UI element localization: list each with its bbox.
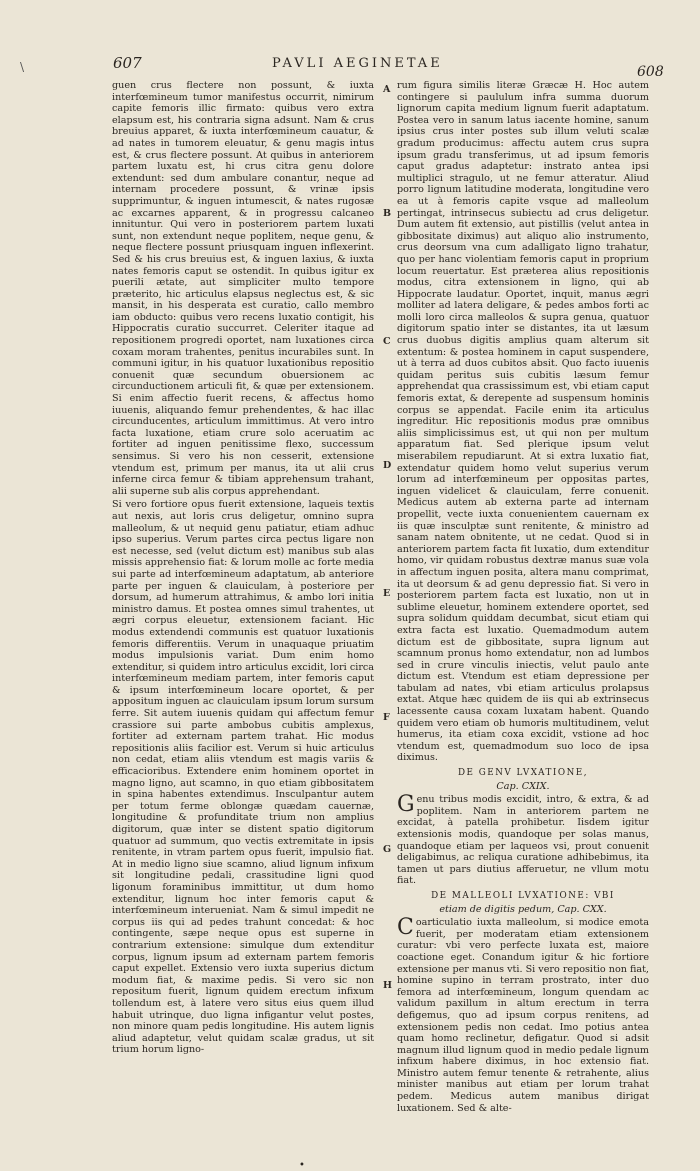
- section-letter-c: C: [383, 336, 391, 347]
- right-column: [397, 80, 649, 1116]
- running-title: PAVLI AEGINETAE: [272, 56, 443, 71]
- left-column: [112, 80, 374, 1058]
- chapter-text: [397, 794, 649, 887]
- chapter-heading: DE GENV LVXATIONE,: [457, 768, 588, 779]
- drop-cap: C: [397, 915, 414, 941]
- section-letter-h: H: [383, 980, 392, 991]
- chapter-number: Cap. CXIX.: [496, 780, 550, 792]
- page-number-left: 607: [113, 54, 142, 72]
- footer-mark: •: [299, 1160, 305, 1171]
- chapter-body: oarticulatio iuxta malleolum, si modice emota fuerit, per moderatam etiam extensionem curatur: vbi vero perfecte luxata est, maiore coactione eget. Conandum igitur & hic fortiore extensione per manus vti. Si vero repositio non fiat, homine supino in terram prostrato, inter duo femora ad interfœmineum, longum quendam ac validum paxillum in altum erectum in terra defigemus, quo ad ipsum corpus renitens, ad extensionem pedis non cedat. Imo potius antea quam homo reclinetur, defigatur. Quod si adsit magnum illud lignum quod in medio pedale lignum infixum habere diximus, in hoc extensio fiat. Ministro autem femur tenente & retrahente, alius minister manibus aut etiam per lorum trahat pedem. Medicus autem manibus dirigat luxationem. Sed & alte-: [397, 917, 649, 1114]
- section-letter-d: D: [383, 460, 392, 471]
- section-letter-g: G: [383, 844, 392, 855]
- paragraph: guen crus flectere non possunt, & iuxta interfœmineum tumor manifestus occurrit, nimirum capite femoris illic firmato: quibus vero extra elapsum est, his contraria signa adsunt. Nam & crus breuius apparet, & iuxta interfœmineum cauatur, & ad nates in tumorem eleuatur, & genu magis intus est, & crus flectere possunt. At quibus in anteriorem partem luxatu est, hi crus citra genu dolore extendunt: sed dum ambulare conantur, neque ad internam procedere possunt, & vrinæ ipsis supprimuntur, & inguen intumescit, & nates rugosæ ac excarnes apparent, & in progressu calcaneo innituntur. Qui vero in posteriorem partem luxati sunt, non extendunt neque poplitem, neque genu, & neque flectere possunt priusquam inguen inflexerint. Sed & his crus breuius est, & inguen laxius, & iuxta nates femoris caput se ostendit. In quibus igitur ex puerili ætate, aut simpliciter multo tempore præterito, hic articulus elapsus neglectus est, & sic mansit, in his desperata est curatio, callo membro iam obducto: quibus vero recens luxatio contigit, his Hippocratis curatio succurret. Celeriter itaque ad repositionem progredi oportet, nam luxationes circa coxam moram trahentes, penitus incurabiles sunt. In communi igitur, in his quatuor luxationibus repositio conuenit quæ secundum obuersionem ac circunductionem articuli fit, & quæ per extensionem. Si enim affectio fuerit recens, & affectus homo iuuenis, aliquando femur prehendentes, & hac illac circunducentes, articulum immittimus. At vero intro facta luxatione, etiam crure solo aceruatim ac fortiter ad inguen penitissime flexo, successum sensimus. Si vero his non cesserit, extensione vtendum est, primum per manus, ita ut alii crus inferne circa femur & tibiam apprehensum trahant, alii superne sub alis corpus apprehendant.: [112, 80, 374, 497]
- chapter-subheading: etiam de digitis pedum, Cap. CXX.: [439, 903, 607, 915]
- page-header: [0, 52, 700, 78]
- section-letters: [383, 80, 395, 1080]
- chapter-body: enu tribus modis excidit, intro, & extra, & ad poplitem. Nam in anteriorem partem ne excidat, à patella prohibetur. Iisdem igitur extensionis modis, quandoque per solas manus, quandoque etiam per laqueos vsi, prout conuenit deligabimus, ac reliqua curatione adhibebimus, ita tamen ut pars diutius afferuetur, ne vllum motu fiat.: [397, 794, 649, 887]
- drop-cap: G: [397, 792, 415, 818]
- paragraph: rum figura similis literæ Græcæ H. Hoc autem contingere si paululum infra summa duorum lignorum capita medium lignum fuerit adaptatum. Postea vero in sanum latus iacente homine, sanum ipsius crus inter postes sub illum veluti scalæ gradum producimus: affectu autem crus supra ipsum gradu transferimus, ut ad ipsum femoris caput gradus adaptetur: instrato antea ipsi multiplici stragulo, ut ne femur atteratur. Aliud porro lignum latitudine moderata, longitudine vero ea ut à femoris capite vsque ad malleolum pertingat, intrinsecus subiectu ad crus deligetur. Dum autem fit extensio, aut pistillis (velut antea in gibbositate diximus) aut aliquo alio instrumento, crus deorsum vna cum adalligato ligno trahatur, quo per hanc violentiam femoris caput in proprium locum reuertatur. Est præterea alius repositionis modus, citra extensionem in ligno, qui ab Hippocrate laudatur. Oportet, inquit, manus ægri molliter ad latera deligare, & pedes ambos forti ac molli loro circa malleolos & supra genua, quatuor digitorum spatio inter se distantes, ita ut læsum crus duobus digitis amplius quam alterum sit extentum: & postea hominem in caput suspendere, ut à terra ad duos cubitos absit. Quo facto iuuenis quidam peritus suis cubitis læsum femur apprehendat qua crassissimum est, vbi etiam caput femoris extat, & derepente ad suspensum hominis corpus se appendat. Facile enim ita articulus ingreditur. Hic repositionis modus præ omnibus aliis simplicissimus est, ut qui non per multum apparatum fiat. Sed plerique ipsum velut miserabilem repudiarunt. At si extra luxatio fiat, extendatur quidem homo velut superius verum lorum ad interfœmineum per oppositas partes, inguen videlicet & clauiculam, ferre conuenit. Medicus autem ab externa parte ad internam propellit, vecte iuxta conuenientem cauernam ex iis quæ insculptæ sunt renitente, & ministro ad sanam natem obnitente, ut ne cedat. Quod si in anteriorem partem facta fit luxatio, dum extenditur homo, vir quidam robustus dextræ manus suæ vola in affectum inguen posita, altera manu comprimat, ita ut deorsum & ad genu depressio fiat. Si vero in posteriorem partem facta est luxatio, non ut in sublime eleuetur, hominem extendere oportet, sed supra solidum quiddam decumbat, sicut etiam qui extra facta est luxatio. Quemadmodum autem dictum est de gibbositate, supra lignum aut scamnum pronus homo extendatur, non ad lumbos sed in crure vinculis iniectis, velut paulo ante dictum est. Vtendum est etiam depressione per tabulam ad nates, vbi etiam articulus prolapsus extat. Atque hæc quidem de iis qui ab extrinsecus lacessente causa coxam luxatam habent. Quando quidem vero etiam ob humoris multitudinem, velut humerus, ita etiam coxa excidit, vstione ad hoc vtendum est, quemadmodum suo loco de ipsa diximus.: [397, 80, 649, 764]
- chapter-heading: DE MALLEOLI LVXATIONE: VBI: [431, 890, 615, 901]
- page-number-right: 608: [637, 64, 664, 80]
- corner-mark: \: [20, 60, 25, 74]
- section-letter-e: E: [383, 588, 391, 599]
- chapter-text: [397, 917, 649, 1114]
- section-letter-f: F: [383, 712, 390, 723]
- paragraph: Si vero fortiore opus fuerit extensione, laqueis textis aut nexis, aut loris crus deligetur, omnino supra malleolum, & ut nequid genu patiatur, etiam adhuc ipso superius. Verum partes circa pectus ligare non est necesse, sed (velut dictum est) manibus sub alas missis apprehensio fiat: & lorum molle ac forte media sui parte ad interfœmineum adaptatum, ab anteriore parte per inguen & clauiculam, à posteriore per dorsum, ad humerum attrahimus, & ambo lori initia ministro damus. Et postea omnes simul trahentes, ut ægri corpus eleuetur, extensionem faciant. Hic modus extendendi communis est quatuor luxationis femoris differentiis. Verum in unaquaque priuatim modus impulsionis variat. Dum enim homo extenditur, si quidem intro articulus excidit, lori circa interfœmineum mediam partem, inter femoris caput & ipsum interfœmineum locare oportet, & per appositum inguen ac clauiculam ipsum lorum sursum ferre. Sit autem iuuenis quidam qui affectum femur crassiore sui parte ambobus cubitis amplexus, fortiter ad externam partem trahat. Hic modus repositionis aliis facilior est. Verum si huic articulus non cedat, etiam aliis vtendum est magis variis & efficacioribus. Extendere enim hominem oportet in magno ligno, aut scamno, in quo etiam gibbositatem in spina habentes extendimus. Insculpantur autem per totum ferme oblongæ quædam cauernæ, longitudine & profunditate trium non amplius digitorum, quæ inter se distent spatio digitorum quatuor ad summum, quo vectis extremitate in ipsis renitente, in vtram partem opus fuerit, impulsio fiat. At in medio ligno siue scamno, aliud lignum infixum sit longitudine pedali, crassitudine ligni quod ligonum foraminibus immittitur, ut dum homo extenditur, lignum hoc inter femoris caput & interfœmineum interueniat. Nam & simul impedit ne corpus iis qui ad pedes trahunt concedat: & hoc contingente, sæpe neque opus est superne in contrarium extensione: simulque dum extenditur corpus, lignum ipsum ad externam partem femoris caput expellet. Extensio vero iuxta superius dictum modum fiat, & maxime pedis. Si vero sic non repositum fuerit, lignum quidem erectum infixum tollendum est, à latere vero situs eius quem illud habuit utrinque, duo ligna infigantur velut postes, non minore quam pedis longitudine. His autem lignis aliud adaptetur, velut quidam scalæ gradus, ut sit trium horum ligno-: [112, 499, 374, 1056]
- section-letter-b: B: [383, 208, 392, 219]
- section-letter-a: A: [383, 84, 391, 95]
